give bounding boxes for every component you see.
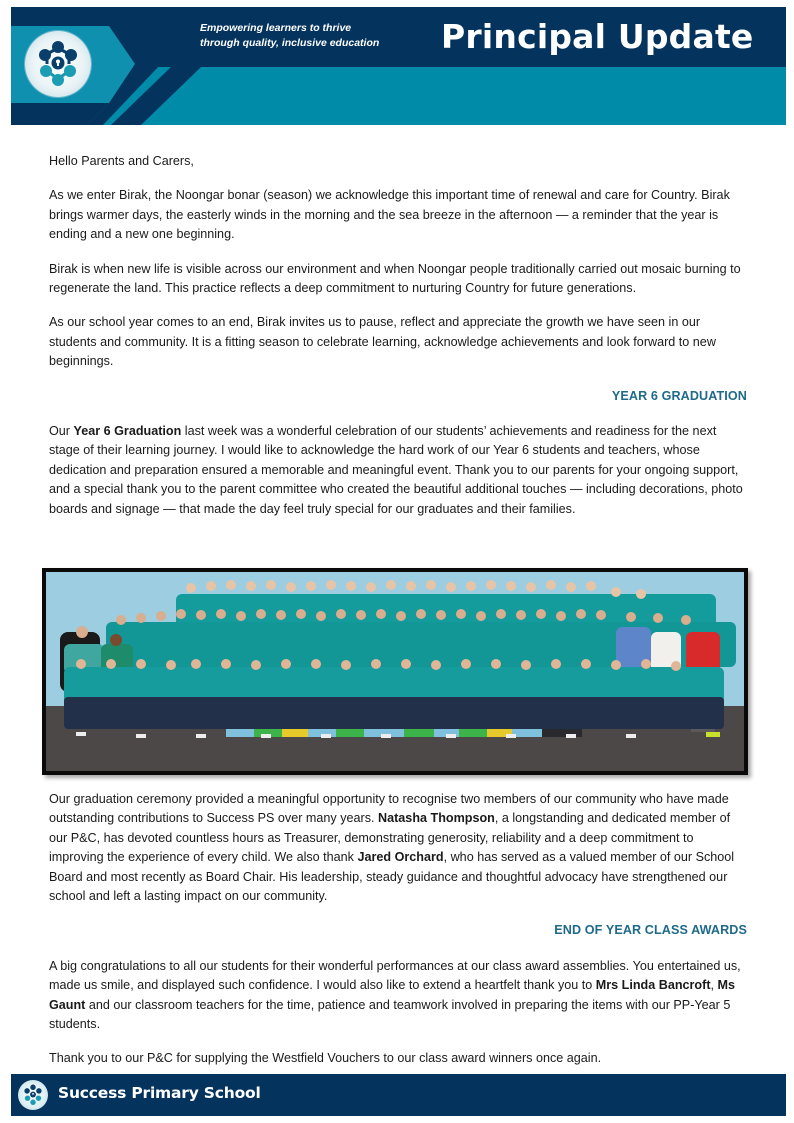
graduation-group-photo bbox=[42, 568, 748, 775]
greeting: Hello Parents and Carers, bbox=[49, 154, 194, 168]
bold-person-name: Ms Gaunt bbox=[49, 978, 736, 1012]
bold-person-name: Jared Orchard bbox=[357, 850, 444, 865]
graduation-paragraph bbox=[49, 422, 749, 519]
text-run: Our bbox=[49, 424, 74, 439]
section-heading-year6-graduation: YEAR 6 GRADUATION bbox=[611, 388, 747, 403]
recognition-paragraph bbox=[49, 790, 749, 906]
page-title: Principal Update bbox=[441, 17, 754, 56]
page-header-banner bbox=[11, 7, 786, 125]
tagline-line-1: Empowering learners to thrive bbox=[200, 22, 352, 34]
bold-person-name: Natasha Thompson bbox=[378, 811, 495, 826]
bold-person-name: Mrs Linda Bancroft bbox=[595, 978, 711, 993]
newsletter-content-continued bbox=[49, 790, 749, 1084]
footer-school-name: Success Primary School bbox=[58, 1084, 261, 1102]
bold-event-name: Year 6 Graduation bbox=[73, 424, 182, 439]
school-network-logo-icon bbox=[25, 31, 91, 97]
text-run: last week was a wonderful celebration of our students’ achievements and readiness for the next stage of their learning journey. I would like to acknowledge the hard work of our Year 6 students and teachers, whose dedication and preparation ensured a memorable and meaningful event. Thank you to our parents for your ongoing support, and a special thank you to the parent committee who created the beautiful additional touches — including decorations, photo boards and signage — that made the day feel truly special for our graduates and their families. bbox=[49, 424, 743, 516]
tagline-line-2: through quality, inclusive education bbox=[200, 37, 380, 49]
vouchers-paragraph: Thank you to our P&C for supplying the Westfield Vouchers to our class award winners once again. bbox=[49, 1051, 602, 1066]
school-logo bbox=[25, 31, 91, 97]
group-photo-illustration bbox=[46, 572, 744, 771]
text-run: , a longstanding and dedicated member of our P&C, has devoted countless hours as Treasurer, demonstrating generosity, reliability and a deep commitment to improving the experience of every child. We also thank bbox=[49, 811, 731, 865]
section-heading-class-awards: END OF YEAR CLASS AWARDS bbox=[554, 923, 747, 938]
school-network-logo-icon bbox=[18, 1080, 48, 1110]
intro-paragraph-1: As we enter Birak, the Noongar bonar (season) we acknowledge this important time of renewal and care for Country. Birak brings warmer days, the easterly winds in the morning and the sea breeze in the afternoon — a reminder that the year is ending and a new one beginning. bbox=[49, 188, 730, 242]
footer-school-logo bbox=[18, 1080, 48, 1110]
text-run: Our graduation ceremony provided a meaningful opportunity to recognise two members of our community who have made outstanding contributions to Success PS over many years. bbox=[49, 792, 729, 826]
intro-paragraph-3: As our school year comes to an end, Birak invites us to pause, reflect and appreciate the growth we have seen in our students and community. It is a fitting season to celebrate learning, acknowledge achievements and look forward to new beginnings. bbox=[49, 315, 716, 369]
text-run: , bbox=[710, 978, 718, 993]
text-run: and our classroom teachers for the time, patience and teamwork involved in preparing the items with our PP-Year 5 students. bbox=[49, 997, 731, 1032]
header-tagline bbox=[200, 21, 420, 51]
text-run: , who has served as a valued member of our School Board and most recently as Board Chair. His leadership, steady guidance and thoughtful advocacy have strengthened our school and left a lasting impact on our community. bbox=[49, 850, 735, 904]
text-run: A big congratulations to all our students for their wonderful performances at our class award assemblies. You entertained us, made us smile, and displayed such confidence. I would also like to extend a heartfelt thank you to bbox=[49, 958, 741, 993]
page-footer bbox=[11, 1074, 786, 1116]
intro-paragraph-2: Birak is when new life is visible across our environment and when Noongar people traditionally carried out mosaic burning to regenerate the land. This practice reflects a deep commitment to nurturing Country for future generations. bbox=[49, 261, 741, 296]
awards-paragraph bbox=[49, 957, 749, 1035]
newsletter-content bbox=[49, 152, 749, 534]
